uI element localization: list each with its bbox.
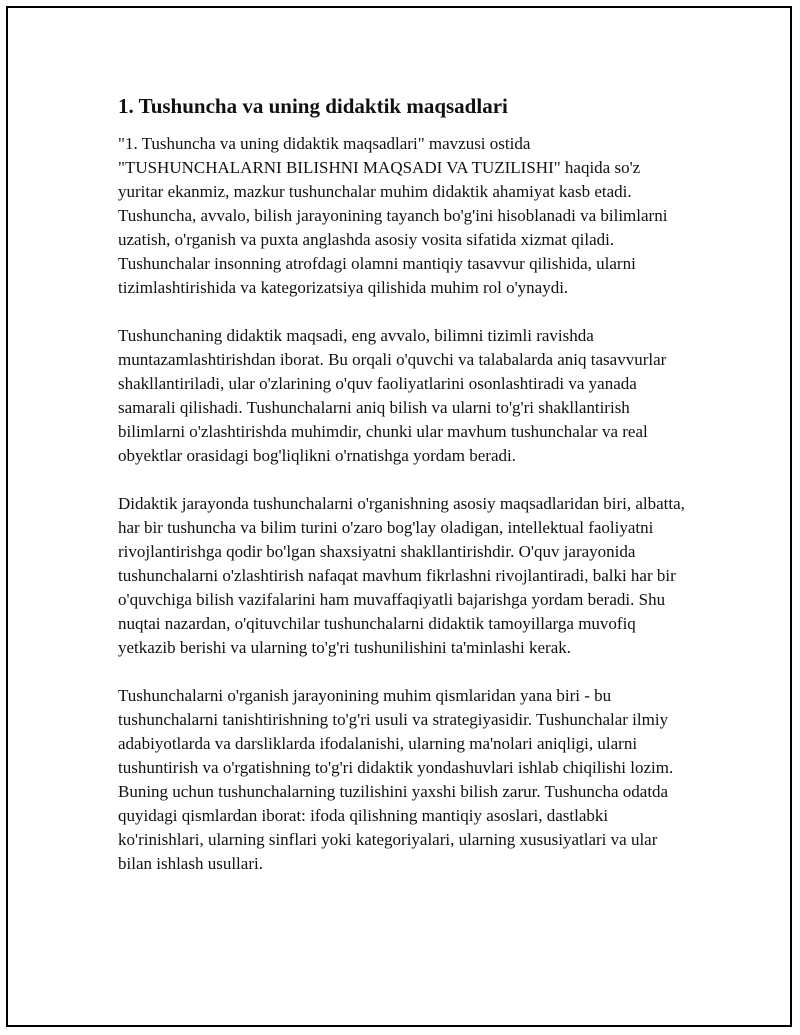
- paragraph-3: Didaktik jarayonda tushunchalarni o'rganishning asosiy maqsadlaridan biri, albatta, har bir tushuncha va bilim turini o'zaro bog'lay oladigan, intellektual faoliyatni rivojlantirishga qodir bo'lgan shaxsiyatni shakllantirishdir. O'quv jarayonida tushunchalarni o'zlashtirish nafaqat mavhum fikrlashni rivojlantiradi, balki har bir o'quvchiga bilish vazifalarini ham muvaffaqiyatli bajarishga yordam beradi. Shu nuqtai nazardan, o'qituvchilar tushunchalarni didaktik tamoyillarga muvofiq yetkazib berishi va ularning to'g'ri tushunilishini ta'minlashi kerak.: [118, 494, 685, 657]
- document-title: 1. Tushuncha va uning didaktik maqsadlari: [118, 94, 508, 118]
- paragraph-1: "1. Tushuncha va uning didaktik maqsadlari" mavzusi ostida "TUSHUNCHALARNI BILISHNI MAQSADI VA TUZILISHI" haqida so'z yuritar ekanmiz, mazkur tushunchalar muhim didaktik ahamiyat kasb etadi. Tushuncha, avvalo, bilish jarayonining tayanch bo'g'ini hisoblanadi va bilimlarni uzatish, o'rganish va puxta anglashda asosiy vosita sifatida xizmat qiladi. Tushunchalar insonning atrofdagi olamni mantiqiy tasavvur qilishida, ularni tizimlashtirishida va kategorizatsiya qilishida muhim rol o'ynaydi.: [118, 134, 668, 297]
- paragraph-2: Tushunchaning didaktik maqsadi, eng avvalo, bilimni tizimli ravishda muntazamlashtirishdan iborat. Bu orqali o'quvchi va talabalarda aniq tasavvurlar shakllantiriladi, ular o'zlarining o'quv faoliyatlarini osonlashtiradi va yanada samarali qilishadi. Tushunchalarni aniq bilish va ularni to'g'ri shakllantirish bilimlarni o'zlashtirishda muhimdir, chunki ular mavhum tushunchalar va real obyektlar orasidagi bog'liqlikni o'rnatishga yordam beradi.: [118, 326, 667, 465]
- document-body: [118, 92, 688, 900]
- paragraph-4: Tushunchalarni o'rganish jarayonining muhim qismlaridan yana biri - bu tushunchalarni tanishtirishning to'g'ri usuli va strategiyasidir. Tushunchalar ilmiy adabiyotlarda va darsliklarda ifodalanishi, ularning ma'nolari aniqligi, ularni tushuntirish va o'rgatishning to'g'ri didaktik yondashuvlari ishlab chiqilishi lozim. Buning uchun tushunchalarning tuzilishini yaxshi bilish zarur. Tushuncha odatda quyidagi qismlardan iborat: ifoda qilishning mantiqiy asoslari, dastlabki ko'rinishlari, ularning sinflari yoki kategoriyalari, ularning xususiyatlari va ular bilan ishlash usullari.: [118, 686, 674, 873]
